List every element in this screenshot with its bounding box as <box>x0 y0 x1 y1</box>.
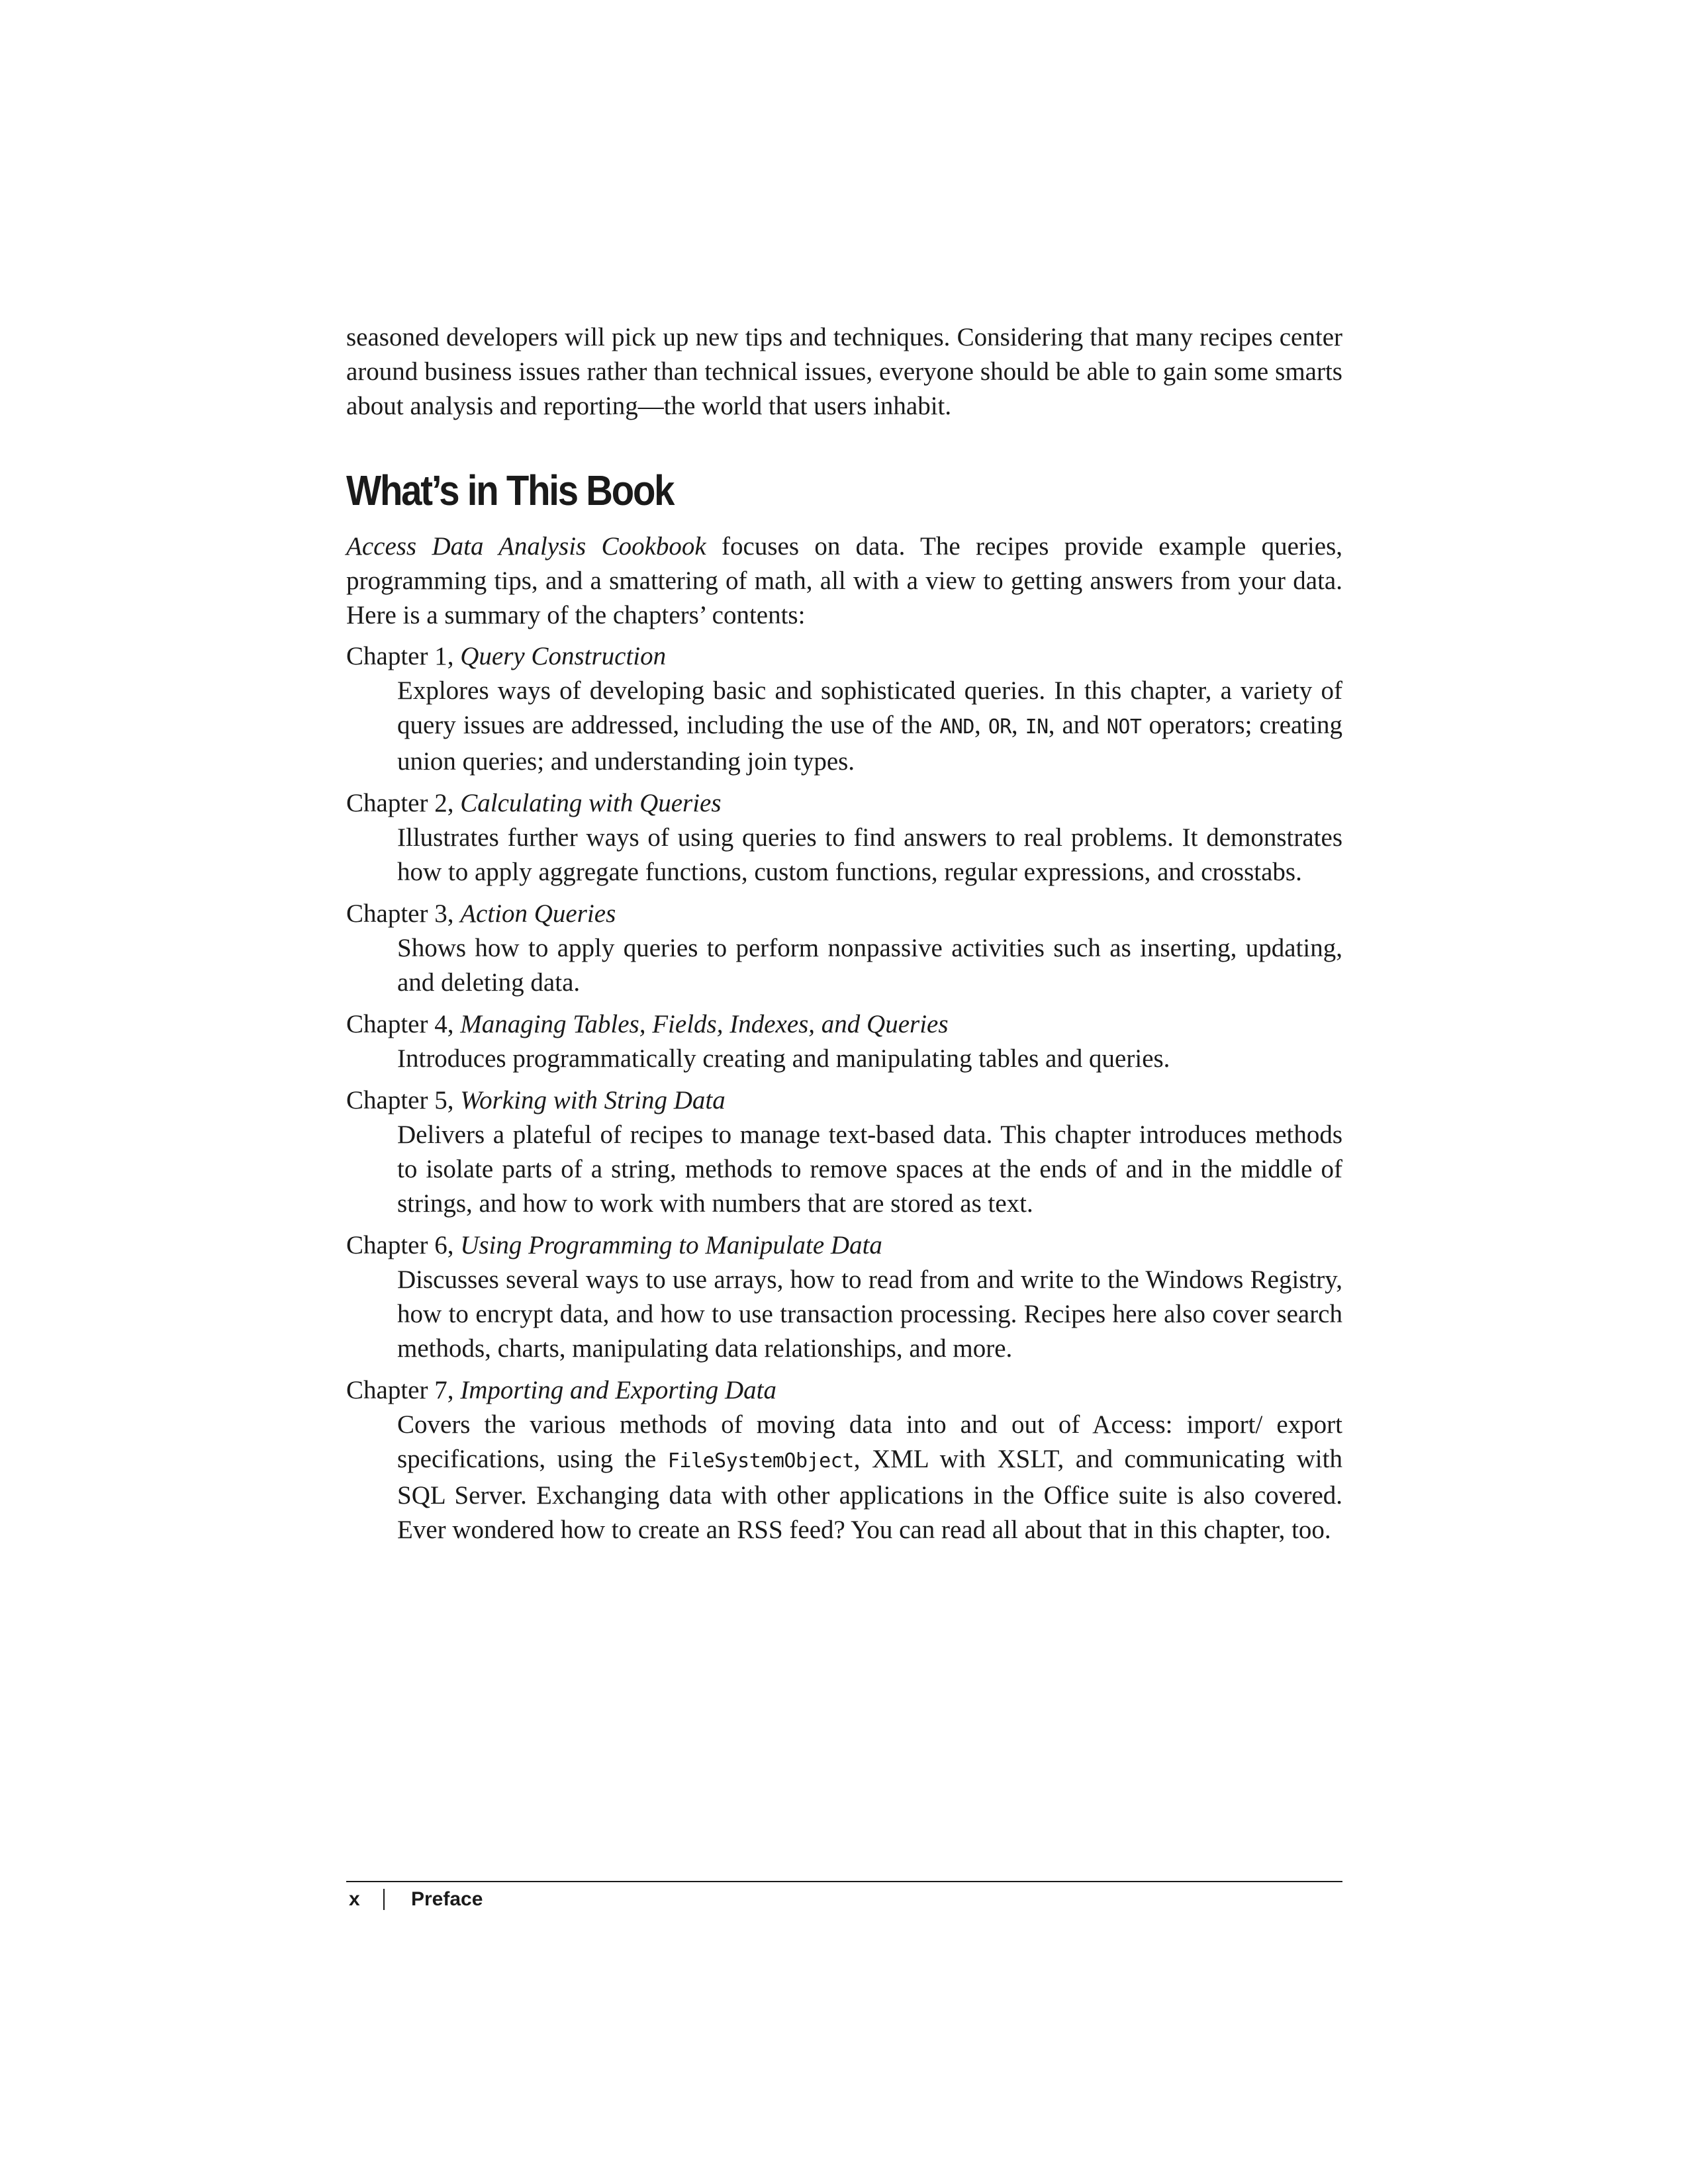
code-filesystemobject: FileSystemObject <box>667 1449 854 1473</box>
chapter-entry-2 <box>346 786 1342 889</box>
chapter-label: Chapter 4, <box>346 1010 461 1038</box>
chapter-term <box>346 1228 1342 1263</box>
running-head: Preface <box>411 1888 483 1910</box>
section-summary <box>346 529 1342 633</box>
chapter-entry-3 <box>346 897 1342 1000</box>
separator: , <box>1011 711 1025 739</box>
separator: , and <box>1048 711 1107 739</box>
chapter-description: Shows how to apply queries to perform nonpassive activities such as inserting, updating, and deleting data. <box>397 934 1342 997</box>
chapter-description: Discusses several ways to use arrays, how to read from and write to the Windows Registry, how to encrypt data, and how to use transaction processing. Recipes here also cover search methods, charts, manipulating data relationships, and more. <box>397 1265 1342 1363</box>
chapter-label: Chapter 6, <box>346 1231 461 1259</box>
chapter-term <box>346 786 1342 821</box>
chapter-entry-6 <box>346 1228 1342 1366</box>
chapter-title: Managing Tables, Fields, Indexes, and Queries <box>460 1010 949 1038</box>
summary-text: focuses on data. The recipes provide example queries, programming tips, and a smattering of math, all with a view to getting answers from your data. Here is a summary of the chapters’ contents: <box>346 532 1342 629</box>
chapter-term <box>346 1083 1342 1118</box>
chapter-term <box>346 639 1342 674</box>
footer-separator <box>383 1889 385 1910</box>
chapter-term <box>346 1007 1342 1042</box>
footer-rule <box>346 1881 1342 1882</box>
chapter-description <box>346 1408 1342 1547</box>
chapter-title: Using Programming to Manipulate Data <box>460 1231 882 1259</box>
chapter-entry-1 <box>346 639 1342 779</box>
chapter-title: Calculating with Queries <box>460 789 722 817</box>
chapter-label: Chapter 3, <box>346 899 461 928</box>
page-body <box>346 320 1342 1555</box>
chapter-title: Importing and Exporting Data <box>460 1376 776 1404</box>
description-text: , XML with XSLT, and communicating with SQL Server. Exchanging data with other applications in the Office suite is also covered. Ever wondered how to create an RSS feed? You can read all about that in this chapter, too. <box>397 1445 1342 1544</box>
chapter-description <box>346 674 1342 779</box>
intro-paragraph: seasoned developers will pick up new tips and techniques. Considering that many recipes center around business issues rather than technical issues, everyone should be able to gain some smarts about analysis and reporting—the world that users inhabit. <box>346 323 1342 420</box>
chapter-label: Chapter 7, <box>346 1376 461 1404</box>
chapter-title: Action Queries <box>460 899 616 928</box>
chapter-entry-4 <box>346 1007 1342 1076</box>
code-in: IN <box>1025 715 1049 739</box>
chapter-label: Chapter 5, <box>346 1086 461 1115</box>
chapter-entry-7 <box>346 1373 1342 1547</box>
description-text: Explores ways of developing basic and sophisticated queries. In this chapter, a variety of query issues are addressed, including the use of the <box>397 676 1342 739</box>
chapter-title: Working with String Data <box>460 1086 726 1115</box>
section-heading: What’s in This Book <box>346 467 674 514</box>
chapter-term <box>346 1373 1342 1408</box>
chapter-term <box>346 897 1342 931</box>
page-number: x <box>349 1888 360 1910</box>
code-not: NOT <box>1106 715 1142 739</box>
chapter-label: Chapter 2, <box>346 789 461 817</box>
description-text: operators; creating union queries; and understanding join types. <box>397 711 1343 776</box>
chapter-description: Introduces programmatically creating and manipulating tables and queries. <box>397 1044 1170 1073</box>
chapter-description: Illustrates further ways of using queries to find answers to real problems. It demonstrates how to apply aggregate functions, custom functions, regular expressions, and crosstabs. <box>397 823 1342 886</box>
code-and: AND <box>939 715 974 739</box>
chapter-title: Query Construction <box>460 642 667 670</box>
book-title: Access Data Analysis Cookbook <box>346 532 706 561</box>
code-or: OR <box>988 715 1011 739</box>
chapter-description: Delivers a plateful of recipes to manage text-based data. This chapter introduces methods to isolate parts of a string, methods to remove spaces at the ends of and in the middle of strings, and how to work with numbers that are stored as text. <box>397 1120 1342 1218</box>
description-text: Covers the various methods of moving data into and out of Access: import/ export specifications, using the <box>397 1410 1342 1473</box>
chapter-entry-5 <box>346 1083 1342 1221</box>
separator: , <box>974 711 988 739</box>
chapter-label: Chapter 1, <box>346 642 461 670</box>
